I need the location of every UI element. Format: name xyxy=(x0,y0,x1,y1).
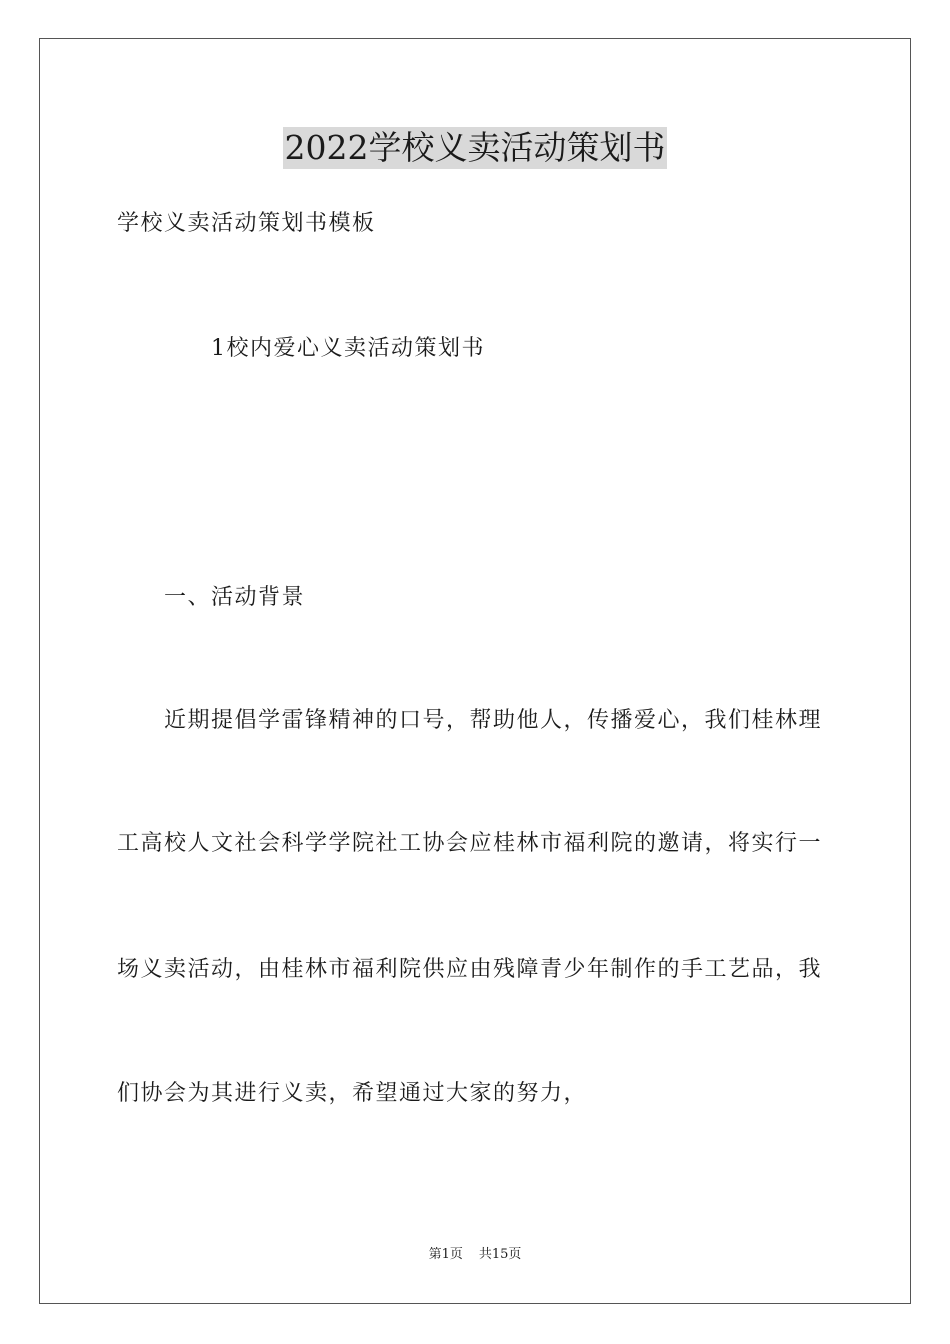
title-container xyxy=(0,127,950,169)
document-title: 2022学校义卖活动策划书 xyxy=(284,128,666,167)
page-number: 第1页 xyxy=(428,1247,463,1262)
paragraph-line: 们协会为其进行义卖，希望通过大家的努力， xyxy=(117,1081,588,1106)
page-total: 共15页 xyxy=(478,1247,522,1262)
section-heading: 一、活动背景 xyxy=(164,585,306,610)
paragraph-line: 近期提倡学雷锋精神的口号，帮助他人，传播爱心，我们桂林理 xyxy=(164,708,823,733)
section-title: 1校内爱心义卖活动策划书 xyxy=(211,336,485,361)
paragraph-line: 工高校人文社会科学学院社工协会应桂林市福利院的邀请，将实行一 xyxy=(117,831,823,856)
page-footer xyxy=(0,1246,950,1264)
document-subtitle: 学校义卖活动策划书模板 xyxy=(117,211,376,236)
paragraph-line: 场义卖活动，由桂林市福利院供应由残障青少年制作的手工艺品，我 xyxy=(117,957,823,982)
